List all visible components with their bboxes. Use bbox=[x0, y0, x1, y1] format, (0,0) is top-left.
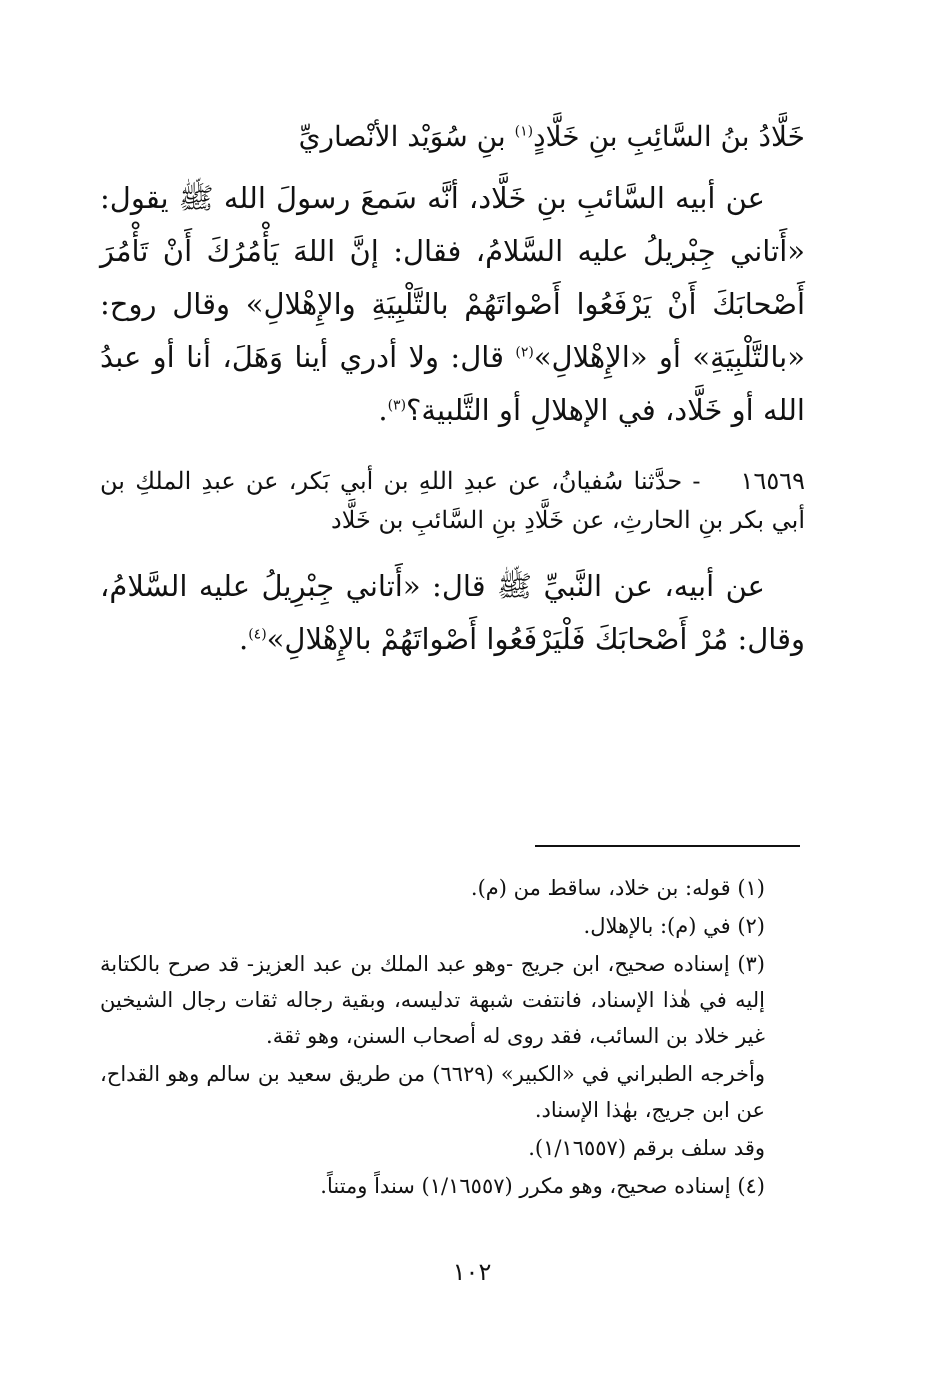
hadith-paragraph-2 bbox=[100, 560, 805, 666]
indent-spacer bbox=[701, 467, 741, 495]
footnote-ref-2: (٢) bbox=[515, 344, 534, 361]
footnote-ref-1: (١) bbox=[514, 123, 534, 140]
hadith-2-text-a: عن أبيه، عن النَّبيِّ ﷺ قال: «أَتاني جِبْرِيلُ عليه السَّلامُ، وقال: مُرْ أَصْحابَكَ فَلْيَرْفَعُوا أَصْواتَهُمْ بالإِهْلالِ» bbox=[100, 569, 805, 656]
hadith-2-end: . bbox=[238, 622, 249, 656]
footnote-3: (٣) إسناده صحيح، ابن جريج -وهو عبد الملك بن عبد العزيز- قد صرح بالكتابة إليه في هٰذا الإسناد، فانتفت شبهة تدليسه، وبقية رجاله ثقات رجال الشيخين غير خلاد بن السائب، فقد روى له أصحاب السنن، وهو ثقة. bbox=[100, 952, 765, 1048]
indent-spacer bbox=[765, 569, 805, 603]
indent-spacer bbox=[765, 181, 805, 215]
heading-rest: بنِ سُوَيْد الأنْصاريِّ bbox=[298, 120, 515, 153]
page-number: ١٠٢ bbox=[452, 1258, 492, 1286]
hadith-1-text-a: عن أبيه السَّائبِ بنِ خَلَّاد، أنَّه سَمعَ رسولَ الله ﷺ يقول: «أَتاني جِبْريلُ عليه السَّلامُ، فقال: إنَّ اللهَ يَأْمُرُكَ أَنْ تَأْمُرَ أَصْحابَكَ أَنْ يَرْفَعُوا أَصْواتَهُمْ بالتَّلْبِيَةِ والإِهْلالِ» وقال روح: «بالتَّلْبِيَةِ» أو «الإِهْلالِ» bbox=[100, 181, 805, 374]
footnote-3-cross-reference: وقد سلف برقم (١/١٦٥٥٧). bbox=[528, 1136, 765, 1160]
footnote-ref-3: (٣) bbox=[387, 397, 407, 414]
footnote-4: (٤) إسناده صحيح، وهو مكرر (١/١٦٥٥٧) سنداً ومتناً. bbox=[320, 1174, 765, 1198]
hadith-1-text-b: قال: ولا أدري أينا وَهَلَ، أنا أو عبدُ الله أو خَلَّاد، في الإهلالِ أو التَّلبية؟ bbox=[100, 340, 805, 427]
heading-name: خَلَّادُ بنُ السَّائِبِ بنِ خَلَّادٍ bbox=[533, 120, 805, 153]
footnotes-section bbox=[100, 870, 805, 1206]
hadith-1-end: . bbox=[378, 393, 388, 427]
footnote-ref-4: (٤) bbox=[248, 626, 267, 643]
section-heading bbox=[100, 112, 805, 162]
footnote-1: (١) قوله: بن خلاد، ساقط من (م). bbox=[470, 876, 765, 900]
footnote-3-continued: وأخرجه الطبراني في «الكبير» (٦٦٢٩) من طريق سعيد بن سالم وهو القداح، عن ابن جريج، بهٰذا الإسناد. bbox=[100, 1062, 765, 1122]
chain-text: ١٦٥٦٩- حدَّثنا سُفيانُ، عن عبدِ اللهِ بن أبي بَكر، عن عبدِ الملكِ بن أبي بكر بنِ الحارثِ، عن خَلَّادِ بنِ السَّائبِ بن خَلَّاد bbox=[100, 467, 805, 534]
hadith-paragraph-1 bbox=[100, 172, 805, 437]
footnote-divider bbox=[535, 845, 800, 847]
isnad-chain bbox=[100, 462, 805, 540]
footnote-2: (٢) في (م): بالإهلال. bbox=[583, 914, 765, 938]
